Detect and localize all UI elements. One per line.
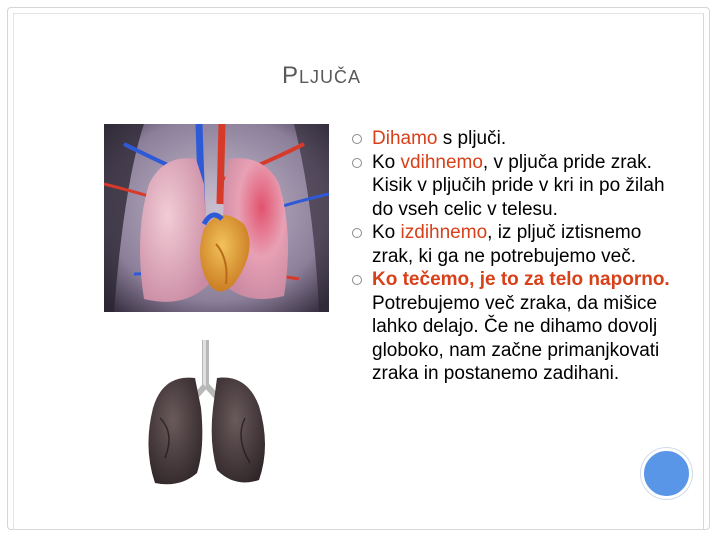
bullet-item: [352, 127, 682, 151]
bullet-circle-icon: [352, 275, 362, 285]
bullet-text-segment: vdihnemo: [400, 151, 483, 173]
bullet-text-segment: , iz pljuč iztisnemo zrak, ki ga ne potrebujemo več.: [372, 222, 642, 267]
slide-title-first-letter: P: [282, 62, 300, 89]
bullet-item: [352, 151, 682, 222]
bullet-list: [352, 127, 682, 386]
bullet-item: [352, 268, 682, 386]
bullet-text-segment: Ko: [372, 151, 401, 173]
decorative-circle: [641, 448, 692, 499]
bullet-text-segment: Potrebujemo več zraka, da mišice lahko delajo. Če ne dihamo dovolj globoko, nam začne primanjkovati zraka in postanemo zadihani.: [372, 292, 660, 384]
bullet-text-segment: s pljuči.: [437, 128, 507, 149]
bullet-text-segment: Dihamo: [372, 128, 438, 149]
bullet-text-segment: Ko tečemo, je to za telo naporno.: [372, 269, 670, 290]
slide-title: [282, 62, 361, 90]
heart-lungs-image: [104, 124, 329, 312]
bullet-item: [352, 221, 682, 268]
dark-lungs-image: [135, 338, 285, 498]
bullet-text-segment: izdihnemo: [400, 222, 488, 243]
bullet-circle-icon: [352, 228, 362, 238]
bullet-text-segment: Ko: [372, 222, 401, 243]
slide-title-rest: LJUČA: [299, 67, 362, 87]
bullet-circle-icon: [352, 134, 362, 144]
bullet-text-segment: , v pljuča pride zrak. Kisik v pljučih pride v kri in po žilah do vseh celic v telesu.: [372, 151, 665, 220]
bullet-circle-icon: [352, 158, 362, 168]
